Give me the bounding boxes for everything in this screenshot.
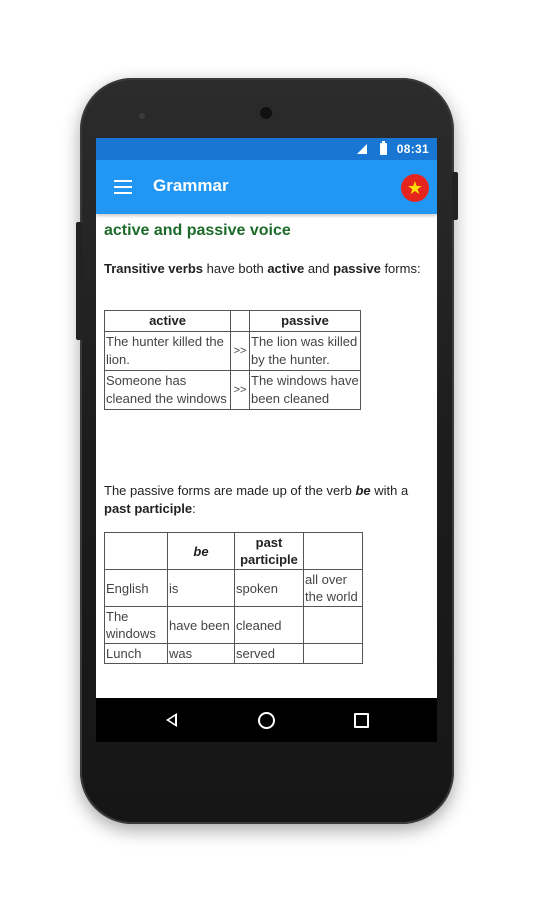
table-cell [304,644,363,664]
table-header [304,533,363,570]
vietnam-flag-icon[interactable]: ★ [401,174,429,202]
table-cell: >> [231,371,250,410]
table-header [231,311,250,332]
table-row [105,371,361,410]
passive-form-paragraph: The passive forms are made up of the verb be with a past participle: [104,483,409,516]
table-cell: The windows have been cleaned [250,371,361,410]
battery-icon [380,143,387,155]
home-icon[interactable] [258,712,275,729]
table-cell: have been [168,607,235,644]
recent-apps-icon[interactable] [354,713,369,728]
table-cell: Lunch [105,644,168,664]
status-time: 08:31 [396,142,429,156]
table-cell: is [168,570,235,607]
table-cell: >> [231,332,250,371]
active-passive-table [104,310,361,410]
table-cell: English [105,570,168,607]
table-cell: all over the world [304,570,363,607]
menu-icon[interactable] [114,180,132,194]
lesson-content[interactable] [96,214,437,698]
table-cell: was [168,644,235,664]
table-cell: spoken [235,570,304,607]
status-bar [96,138,437,160]
power-button [452,172,458,220]
table-header-row [105,311,361,332]
signal-icon [357,144,367,154]
table-cell: Someone has cleaned the windows [105,371,231,410]
table-row [105,644,363,664]
front-camera [257,104,275,122]
table-header: passive [250,311,361,332]
passive-structure-table [104,532,363,664]
table-header: active [105,311,231,332]
table-row [105,332,361,371]
lesson-heading: active and passive voice [104,222,291,239]
table-header: be [168,533,235,570]
app-bar [96,160,437,214]
intro-paragraph: Transitive verbs have both active and passive forms: [104,261,421,276]
back-icon[interactable] [166,713,177,727]
table-header: past participle [235,533,304,570]
navigation-bar [96,698,437,742]
table-cell: The hunter killed the lion. [105,332,231,371]
table-row [105,570,363,607]
table-header [105,533,168,570]
table-cell: The lion was killed by the hunter. [250,332,361,371]
table-cell [304,607,363,644]
table-cell: cleaned [235,607,304,644]
sensor-dot [139,113,145,119]
table-cell: served [235,644,304,664]
screen [96,138,437,742]
table-row [105,607,363,644]
table-header-row [105,533,363,570]
app-title: Grammar [153,176,229,195]
table-cell: The windows [105,607,168,644]
volume-button [76,222,82,340]
